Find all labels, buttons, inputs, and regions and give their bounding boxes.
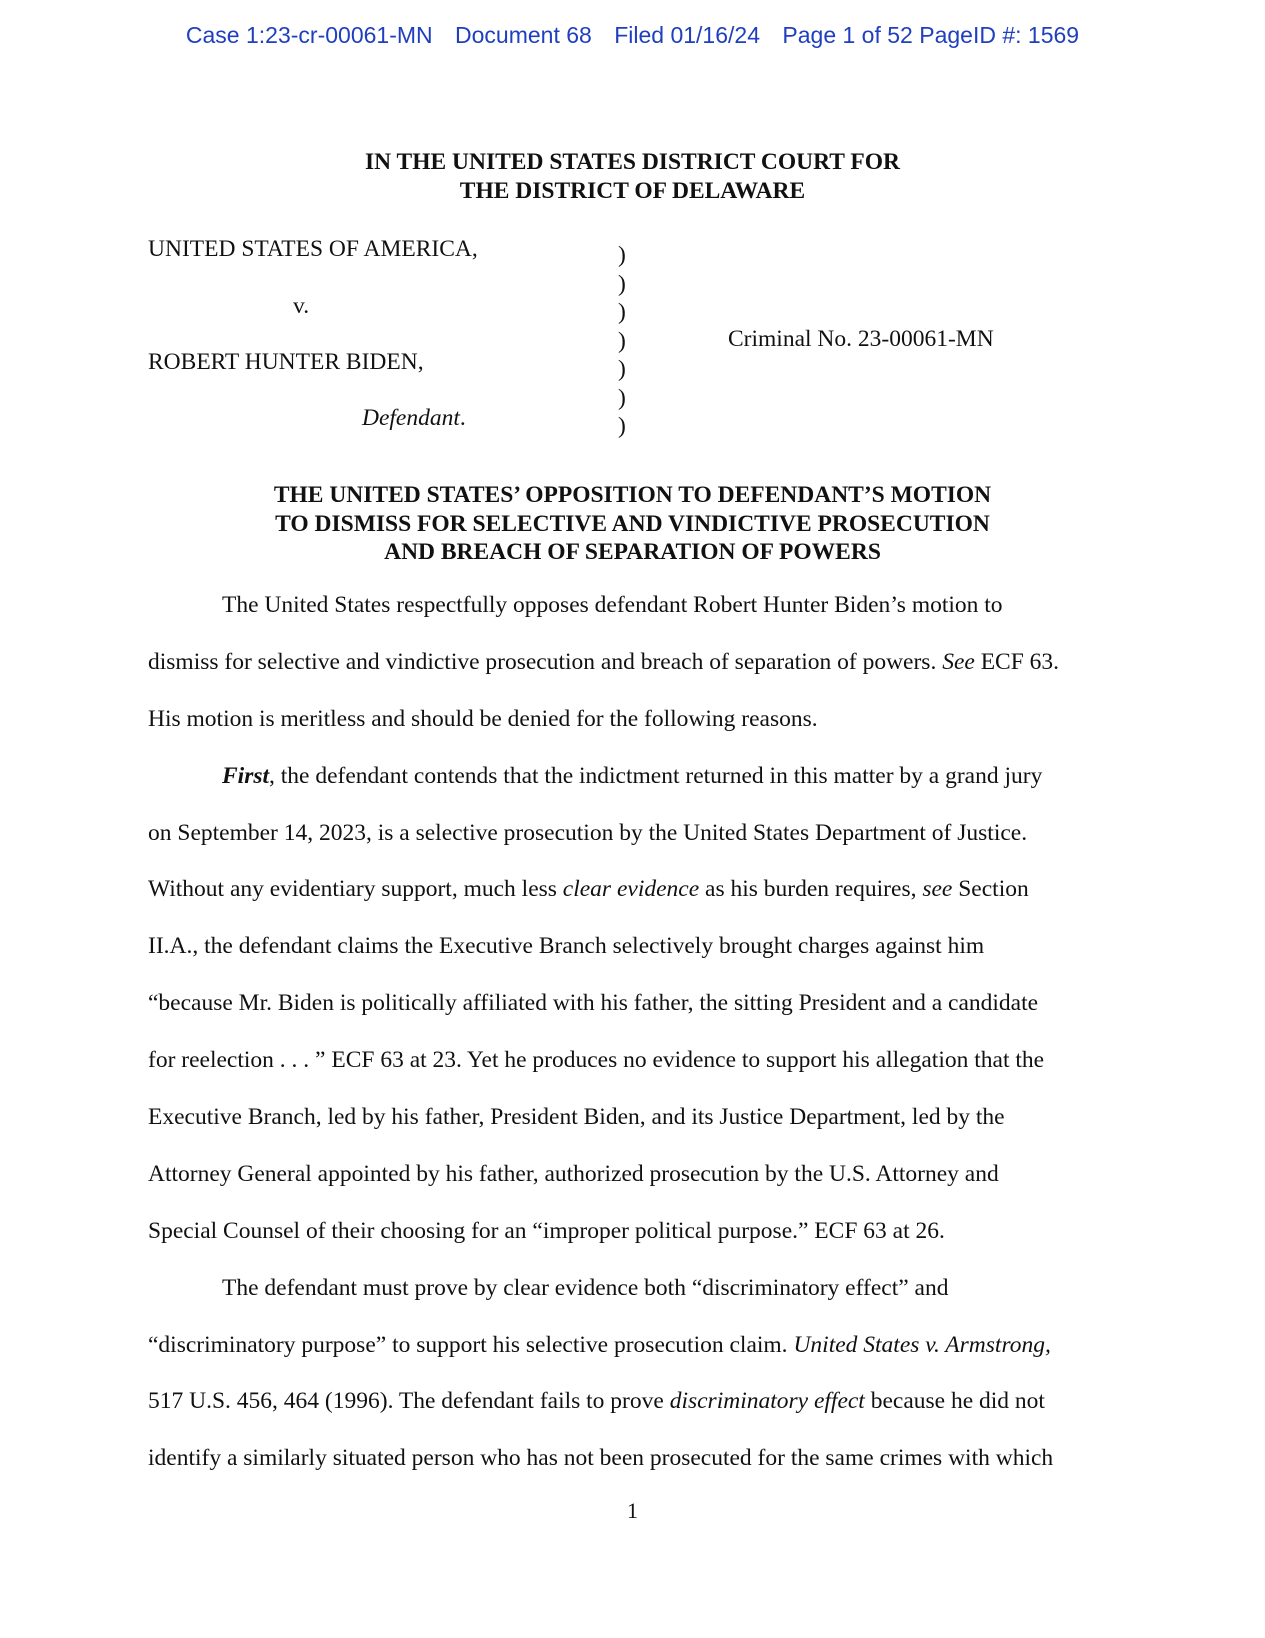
ecf-filing-header (0, 22, 1265, 49)
criminal-case-number: Criminal No. 23-00061-MN (728, 326, 994, 352)
versus-label: v. (293, 293, 310, 319)
body-line (148, 1219, 1108, 1276)
clear-evidence-emphasis: clear evidence (562, 876, 700, 903)
text-span: “discriminatory purpose” to support his selective prosecution claim. (148, 1331, 794, 1358)
body-line (148, 1276, 1108, 1333)
caption-paren: ) (618, 413, 626, 439)
ecf-filed-date: Filed 01/16/24 (614, 22, 760, 48)
text-span: Section (952, 876, 1029, 903)
text-span: for reelection . . . ” ECF 63 at 23. Yet he produces no evidence to support his allegation that the (148, 1047, 1045, 1074)
ecf-case-number: Case 1:23-cr-00061-MN (185, 22, 433, 48)
text-span: His motion is meritless and should be denied for the following reasons. (148, 705, 818, 732)
body-line (148, 707, 1108, 764)
body-line (148, 1048, 1108, 1105)
signal-see: see (922, 876, 953, 903)
text-span: Executive Branch, led by his father, President Biden, and its Justice Department, led by the (148, 1104, 1005, 1131)
court-title-line-1: IN THE UNITED STATES DISTRICT COURT FOR (364, 149, 901, 175)
text-span: identify a similarly situated person who has not been prosecuted for the same crimes with which (148, 1445, 1054, 1472)
motion-title-line-3: AND BREACH OF SEPARATION OF POWERS (384, 539, 881, 565)
body-line (148, 991, 1108, 1048)
body-line (148, 934, 1108, 991)
text-span: II.A., the defendant claims the Executive Branch selectively brought charges against him (148, 933, 985, 960)
case-caption (148, 236, 1128, 441)
text-span: as his burden requires, (699, 876, 923, 903)
caption-paren: ) (618, 242, 626, 268)
page-number: 1 (627, 1498, 638, 1523)
document-body (148, 593, 1108, 1503)
text-span: on September 14, 2023, is a selective prosecution by the United States Department of Justice. (148, 819, 1028, 846)
text-span: Special Counsel of their choosing for an “improper political purpose.” ECF 63 at 26. (148, 1217, 945, 1244)
court-title-line-2: THE DISTRICT OF DELAWARE (459, 178, 806, 204)
caption-paren: ) (618, 384, 626, 411)
caption-paren: ) (618, 356, 626, 382)
plaintiff-name: UNITED STATES OF AMERICA, (148, 236, 478, 262)
body-line (148, 650, 1108, 707)
body-line (148, 1105, 1108, 1162)
body-line (148, 1333, 1108, 1390)
caption-paren: ) (618, 299, 626, 325)
body-line (148, 764, 1108, 821)
caption-parentheses (618, 241, 626, 441)
body-line (148, 593, 1108, 650)
case-citation: United States v. Armstrong, (793, 1331, 1051, 1358)
defendant-label: Defendant (362, 405, 460, 431)
body-line (148, 821, 1108, 878)
text-span: The defendant must prove by clear evidence both “discriminatory effect” and (222, 1274, 949, 1301)
body-line (148, 1389, 1108, 1446)
text-span: because he did not (864, 1388, 1045, 1415)
motion-title (0, 481, 1265, 567)
discriminatory-effect-emphasis: discriminatory effect (669, 1388, 865, 1415)
signal-see: See (942, 648, 975, 675)
caption-paren: ) (618, 327, 626, 354)
defendant-label-period: . (459, 405, 466, 431)
defendant-name: ROBERT HUNTER BIDEN, (148, 349, 424, 375)
text-span: ECF 63. (974, 648, 1060, 675)
defendant-designation (362, 405, 466, 432)
text-span: The United States respectfully opposes defendant Robert Hunter Biden’s motion to (222, 592, 1003, 618)
text-span: Attorney General appointed by his father, authorized prosecution by the U.S. Attorney and (148, 1160, 999, 1187)
body-line (148, 1162, 1108, 1219)
court-title (0, 148, 1265, 206)
text-span: , the defendant contends that the indictment returned in this matter by a grand jury (269, 762, 1043, 789)
body-line (148, 877, 1108, 934)
ecf-page-info: Page 1 of 52 PageID #: 1569 (782, 22, 1080, 48)
first-emphasis: First (222, 762, 270, 789)
motion-title-line-2: TO DISMISS FOR SELECTIVE AND VINDICTIVE PROSECUTION (275, 510, 990, 537)
text-span: dismiss for selective and vindictive prosecution and breach of separation of powers. (148, 648, 943, 675)
motion-title-line-1: THE UNITED STATES’ OPPOSITION TO DEFENDANT’S MOTION (273, 482, 992, 508)
text-span: Without any evidentiary support, much less (148, 876, 563, 903)
body-line (148, 1446, 1108, 1503)
text-span: “because Mr. Biden is politically affiliated with his father, the sitting President and a candidate (148, 990, 1039, 1017)
ecf-document-number: Document 68 (455, 22, 592, 48)
caption-paren: ) (618, 270, 626, 297)
text-span: 517 U.S. 456, 464 (1996). The defendant fails to prove (148, 1388, 670, 1415)
